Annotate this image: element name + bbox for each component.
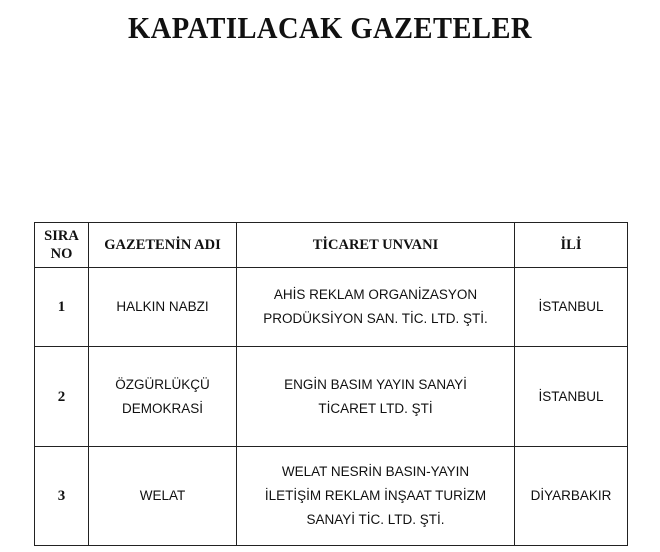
row-number: 2 bbox=[35, 347, 89, 447]
trade-name: AHİS REKLAM ORGANİZASYON PRODÜKSİYON SAN. TİC. LTD. ŞTİ. bbox=[237, 268, 515, 347]
table-row bbox=[35, 347, 628, 447]
newspaper-name: WELAT bbox=[89, 447, 237, 546]
table-row bbox=[35, 268, 628, 347]
table-header-row bbox=[35, 223, 628, 268]
header-newspaper-name: GAZETENİN ADI bbox=[89, 223, 237, 268]
newspaper-name: ÖZGÜRLÜKÇÜ DEMOKRASİ bbox=[89, 347, 237, 447]
city: İSTANBUL bbox=[515, 347, 628, 447]
row-number: 1 bbox=[35, 268, 89, 347]
header-no: SIRA NO bbox=[35, 223, 89, 268]
newspapers-table bbox=[34, 222, 628, 546]
table-row bbox=[35, 447, 628, 546]
header-trade-name: TİCARET UNVANI bbox=[237, 223, 515, 268]
city: DİYARBAKIR bbox=[515, 447, 628, 546]
city: İSTANBUL bbox=[515, 268, 628, 347]
trade-name: ENGİN BASIM YAYIN SANAYİ TİCARET LTD. ŞTİ bbox=[237, 347, 515, 447]
trade-name: WELAT NESRİN BASIN-YAYIN İLETİŞİM REKLAM İNŞAAT TURİZM SANAYİ TİC. LTD. ŞTİ. bbox=[237, 447, 515, 546]
newspaper-name: HALKIN NABZI bbox=[89, 268, 237, 347]
page-title: KAPATILACAK GAZETELER bbox=[128, 10, 532, 45]
header-city: İLİ bbox=[515, 223, 628, 268]
row-number: 3 bbox=[35, 447, 89, 546]
